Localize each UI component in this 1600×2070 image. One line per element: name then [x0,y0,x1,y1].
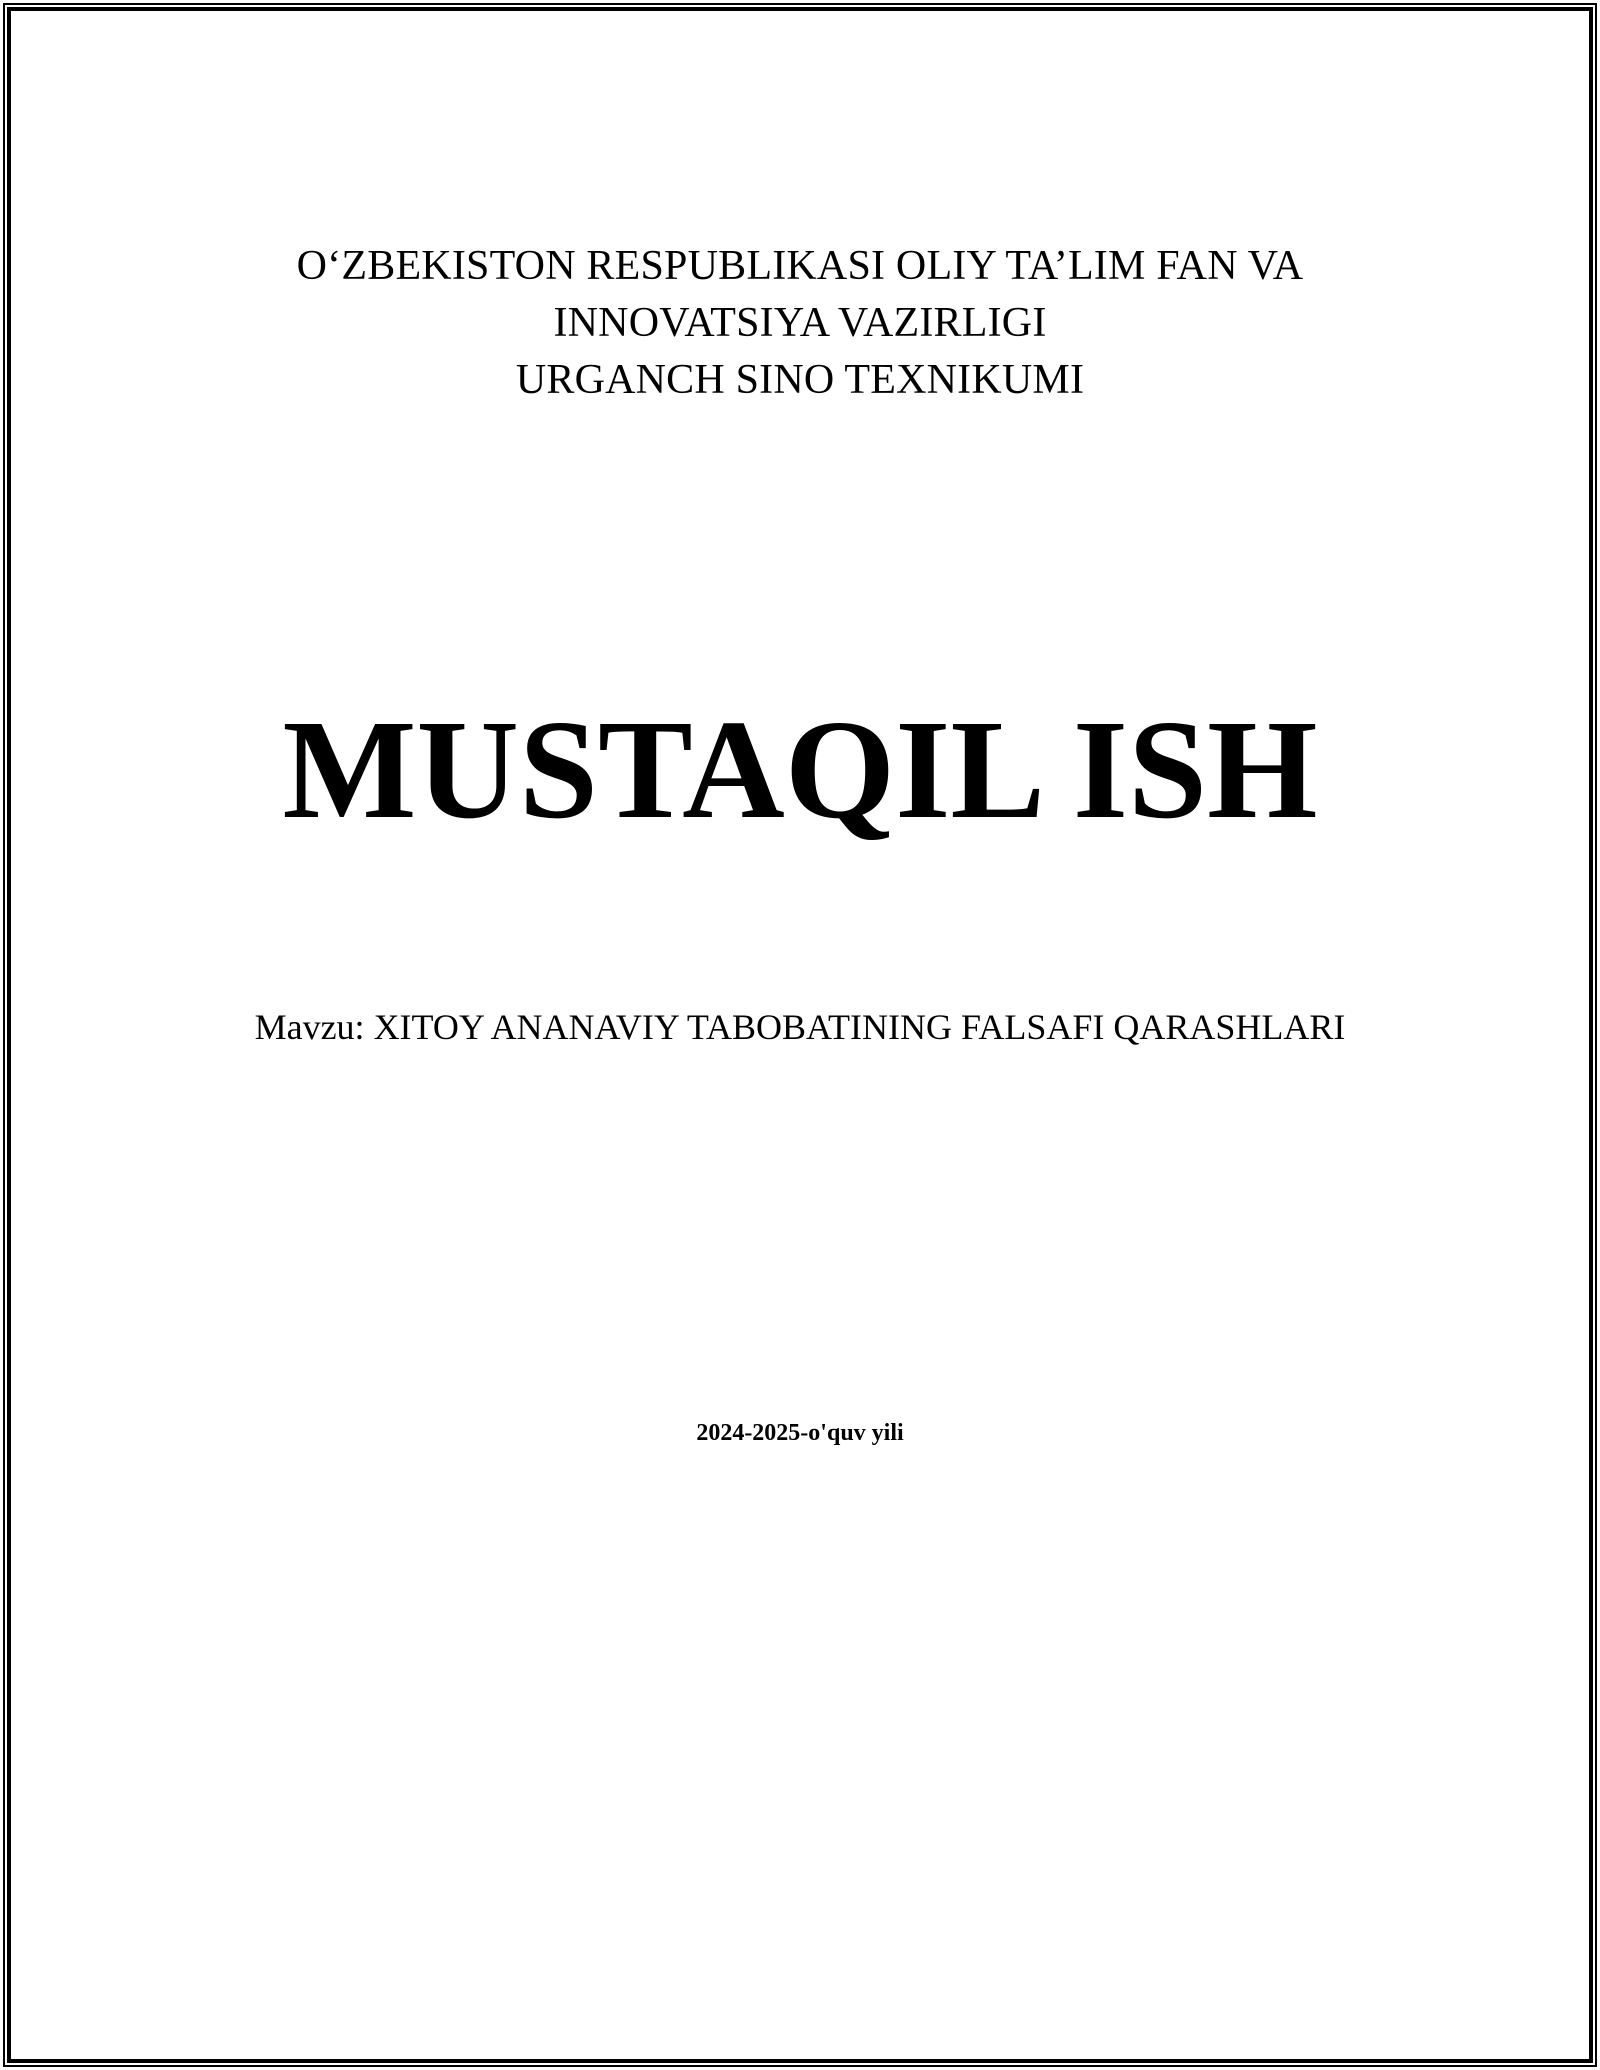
document-title: MUSTAQIL ISH [282,690,1318,848]
header-line-institution: URGANCH SINO TEXNIKUMI [515,357,1085,403]
header-line-ministry-2: INNOVATSIYA VAZIRLIGI [553,300,1047,346]
document-header [40,238,1560,409]
topic-line: Mavzu: XITOY ANANAVIY TABOBATINING FALSAFI QARASHLARI [254,1007,1346,1047]
header-line-ministry-1: O‘ZBEKISTON RESPUBLIKASI OLIY TA’LIM FAN VA [296,243,1304,289]
academic-year: 2024-2025-o'quv yili [696,1420,904,1446]
